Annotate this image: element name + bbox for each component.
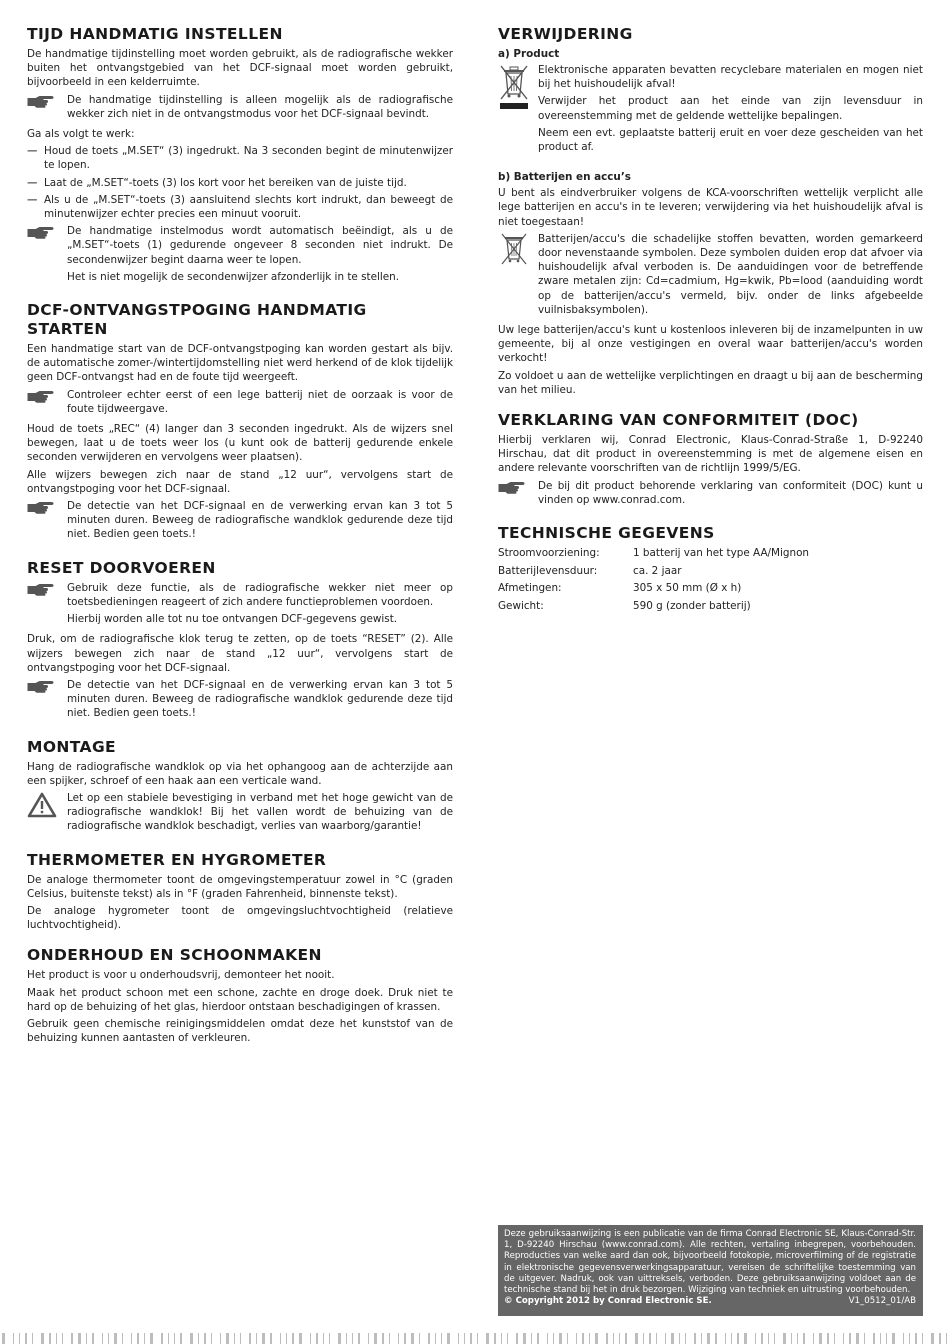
paragraph: Gebruik geen chemische reinigingsmiddelen omdat deze het kunststof van de behuizing kunnen aantasten of verkleuren. (27, 1017, 453, 1045)
spec-label: Afmetingen: (498, 582, 562, 595)
barcode-bar (477, 1333, 478, 1344)
barcode-bar (204, 1333, 206, 1344)
barcode-bar (813, 1333, 814, 1344)
note-text: Verwijder het product aan het einde van zijn levensduur in overeenstemming met de geldende wettelijke bepalingen. (538, 95, 923, 122)
pointing-hand-icon (27, 678, 67, 724)
barcode-bar (150, 1333, 153, 1344)
barcode-bar (606, 1333, 608, 1344)
barcode-bar (625, 1333, 627, 1344)
paragraph: Houd de toets „REC“ (4) langer dan 3 seconden ingedrukt. Als de wijzers snel bewegen, laat u de toets weer los (u kunt ook de batterij gedurende enkele seconden verwijderen en vervolgens weer plaatsen). (27, 423, 453, 464)
barcode-bar (671, 1333, 674, 1344)
barcode-bar (903, 1333, 904, 1344)
paragraph: Het product is voor u onderhoudsvrij, demonteer het nooit. (27, 969, 335, 982)
note-text: De handmatige instelmodus wordt automatisch beëindigt, als u de „M.SET“-toets (1) gedurende ongeveer 8 seconden niet indrukt. De secondenwijzer begint daarna weer te lopen. (67, 225, 453, 266)
barcode-bar (685, 1333, 686, 1344)
barcode-bar (909, 1333, 910, 1344)
note (27, 678, 453, 724)
barcode-bar (643, 1333, 644, 1344)
right-column (498, 25, 923, 627)
spec-label: Gewicht: (498, 600, 544, 613)
barcode-bar (946, 1333, 947, 1344)
barcode-bar (701, 1333, 702, 1344)
barcode-bar (389, 1333, 390, 1344)
note (27, 581, 453, 630)
barcode-bar (25, 1333, 27, 1344)
barcode-bar (352, 1333, 353, 1344)
barcode-bar (553, 1333, 554, 1344)
barcode-bar (220, 1333, 221, 1344)
pointing-hand-icon (27, 499, 67, 545)
barcode-bar (144, 1333, 145, 1344)
note-text: De detectie van het DCF-signaal en de verwerking ervan kan 3 tot 5 minuten duren. Beweeg de radiografische wandklok gedurende deze tijd niet. Bedien geen toets.! (67, 500, 453, 541)
barcode-bar (931, 1333, 934, 1344)
barcode-bar (582, 1333, 584, 1344)
section-title: VERWIJDERING (498, 25, 633, 43)
section-tijd (27, 25, 453, 287)
barcode-bar (523, 1333, 526, 1344)
barcode-bar (827, 1333, 829, 1344)
note (27, 499, 453, 545)
barcode-bar (299, 1333, 302, 1344)
barcode-bar (262, 1333, 265, 1344)
barcode-bar (665, 1333, 666, 1344)
barcode-bar (292, 1333, 294, 1344)
spec-row (498, 581, 923, 595)
barcode-bar (198, 1333, 199, 1344)
barcode-bar (731, 1333, 732, 1344)
paragraph: Maak het product schoon met een schone, zachte en droge doek. Druk niet te hard op de behuizing of het glas, hierdoor ontstaan beschadigingen of krassen. (27, 986, 453, 1013)
barcode-bar (404, 1333, 406, 1344)
note-text: Het is niet mogelijk de secondenwijzer afzonderlijk in te stellen. (67, 270, 400, 283)
barcode-bar (797, 1333, 798, 1344)
barcode-bar (880, 1333, 881, 1344)
warning-text: Let op een stabiele bevestiging in verband met het hoge gewicht van de radiografische wandklok! Bij het vallen wordt de behuizing van de radiografische wandklok beschadigt, verlies van waarborg/garantie! (67, 791, 453, 833)
spec-row (498, 564, 923, 578)
barcode-bar (168, 1333, 169, 1344)
barcode-bar (329, 1333, 330, 1344)
subsection-title: b) Batterijen en accu’s (498, 171, 631, 184)
barcode-bar (486, 1333, 489, 1344)
barcode-bar (755, 1333, 756, 1344)
paragraph: Hang de radiografische wandklok op via het ophangoog aan de achterzijde aan een spijker, schroef of een haak aan een verticale wand. (27, 760, 453, 787)
barcode-bar (435, 1333, 436, 1344)
barcode-bar (240, 1333, 241, 1344)
section-doc (498, 411, 923, 510)
barcode-bar (71, 1333, 73, 1344)
barcode-bar (834, 1333, 835, 1344)
warning-note (27, 791, 453, 837)
barcode-bar (2, 1333, 5, 1344)
left-column (27, 25, 453, 1059)
barcode-bar (873, 1333, 875, 1344)
pointing-hand-icon (27, 388, 67, 419)
barcode-bar (464, 1333, 465, 1344)
list-item (27, 144, 453, 172)
warning-triangle-icon (27, 791, 67, 837)
note-text: De bij dit product behorende verklaring van conformiteit (DOC) kunt u vinden op www.conrad.com. (538, 479, 923, 506)
barcode-bar (19, 1333, 20, 1344)
barcode-bar (211, 1333, 212, 1344)
barcode-bar (108, 1333, 109, 1344)
paragraph: Druk, om de radiografische klok terug te zetten, op de toets “RESET” (2). Alle wijzers bewegen zich naar de stand „12 uur“, vervolgens start de ontvangstpoging voor het DCF-signaal. (27, 633, 453, 674)
barcode-bar (428, 1333, 430, 1344)
section-onderhoud (27, 946, 453, 1045)
barcode-bar (49, 1333, 51, 1344)
note-text: Neem een evt. geplaatste batterij eruit en voer deze gescheiden van het product af. (538, 126, 923, 154)
barcode-bar (507, 1333, 508, 1344)
barcode-bar (856, 1333, 859, 1344)
barcode-bar (161, 1333, 163, 1344)
barcode-bar (310, 1333, 311, 1344)
section-title: MONTAGE (27, 737, 117, 756)
paragraph: De analoge thermometer toont de omgevingstemperatuur zowel in °C (graden Celsius, buitenste tekst) als in °F (graden Fahrenheid, binnenste tekst). (27, 873, 453, 900)
barcode-bar (803, 1333, 805, 1344)
barcode-bar (768, 1333, 769, 1344)
barcode-bar (249, 1333, 251, 1344)
barcode-bar (174, 1333, 175, 1344)
note (27, 93, 453, 124)
list-item-text: Laat de „M.SET“-toets (3) los kort voor het bereiken van de juiste tijd. (44, 176, 407, 189)
battery-bin-icon (498, 232, 538, 320)
section-title: THERMOMETER EN HYGROMETER (27, 850, 327, 869)
barcode-bar (915, 1333, 917, 1344)
barcode-bar (13, 1333, 14, 1344)
list-item-text: Houd de toets „M.SET“ (3) ingedrukt. Na 3 seconden begint de minutenwijzer te lopen. (44, 145, 453, 172)
barcode-bar (516, 1333, 518, 1344)
crossed-bin-icon (498, 63, 538, 157)
barcode-bar (190, 1333, 193, 1344)
barcode-bar (531, 1333, 532, 1344)
barcode-bar (441, 1333, 442, 1344)
dash-marker: — (27, 176, 38, 189)
note-text: Controleer echter eerst of een lege batterij niet de oorzaak is voor de foute tijdweergave. (67, 388, 453, 415)
barcode-bar (382, 1333, 384, 1344)
barcode-bar (323, 1333, 324, 1344)
barcode-bar (374, 1333, 377, 1344)
barcode-bar (819, 1333, 822, 1344)
barcode-bar (280, 1333, 281, 1344)
barcode-bar (589, 1333, 590, 1344)
subsection-title: a) Product (498, 48, 560, 60)
section-title: DCF-ONTVANGSTPOGING HANDMATIG STARTEN (27, 301, 367, 339)
paragraph: De analoge hygrometer toont de omgevingsluchtvochtigheid (relatieve luchtvochtigheid). (27, 904, 453, 932)
barcode-bar (843, 1333, 844, 1344)
barcode-bar (458, 1333, 459, 1344)
barcode-bar (547, 1333, 548, 1344)
barcode-bar (32, 1333, 33, 1344)
note-text: Hierbij worden alle tot nu toe ontvangen DCF-gegevens gewist. (67, 613, 398, 626)
barcode-bar (744, 1333, 747, 1344)
barcode-bar (737, 1333, 739, 1344)
barcode-bar (849, 1333, 851, 1344)
section-reset (27, 559, 453, 724)
barcode-bar (494, 1333, 496, 1344)
note (498, 479, 923, 510)
barcode-bar (419, 1333, 420, 1344)
barcode-bar (567, 1333, 568, 1344)
paragraph: Zo voldoet u aan de wettelijke verplichtingen en draagt u bij aan de bescherming van het milieu. (498, 369, 923, 396)
barcode-bar (226, 1333, 229, 1344)
barcode-bar (368, 1333, 369, 1344)
paragraph: Hierbij verklaren wij, Conrad Electronic, Klaus-Conrad-Straße 1, D-92240 Hirschau, dat dit product in overeenstemming is met de algemene eisen en andere relevante voorschriften van de richtlijn 1999/5/EG. (498, 434, 923, 475)
note (27, 224, 453, 287)
barcode-bar (114, 1333, 117, 1344)
barcode-bar (864, 1333, 865, 1344)
copyright-footer (498, 1225, 923, 1316)
pointing-hand-icon (27, 581, 67, 630)
barcode-bar (447, 1333, 450, 1344)
section-technische-gegevens (498, 524, 923, 613)
note-text: Gebruik deze functie, als de radiografische wekker niet meer op toetsbedieningen reageert of zich andere functieproblemen voordoen. (67, 581, 453, 608)
barcode-bar (316, 1333, 318, 1344)
barcode-bar (939, 1333, 941, 1344)
section-verwijdering (498, 25, 923, 397)
barcode-bar (537, 1333, 539, 1344)
barcode-bar (180, 1333, 182, 1344)
barcode-bar (470, 1333, 472, 1344)
barcode-bar (559, 1333, 562, 1344)
barcode-bar (694, 1333, 696, 1344)
spec-value: ca. 2 jaar (633, 564, 682, 577)
barcode-bar (78, 1333, 81, 1344)
spec-label: Batterijlevensduur: (498, 564, 598, 577)
barcode-bar (649, 1333, 651, 1344)
barcode-bar (725, 1333, 726, 1344)
note-text: Elektronische apparaten bevatten recyclebare materialen en mogen niet bij het huishoudelijk afval! (538, 64, 923, 91)
note (498, 232, 923, 320)
spec-value: 590 g (zonder batterij) (633, 600, 751, 613)
barcode-bar (619, 1333, 620, 1344)
barcode-bar (102, 1333, 103, 1344)
barcode-bar (122, 1333, 123, 1344)
barcode-bar (256, 1333, 257, 1344)
barcode-bar (234, 1333, 235, 1344)
paragraph: Alle wijzers bewegen zich naar de stand „12 uur“, vervolgens start de ontvangstpoging voor het DCF-signaal. (27, 468, 453, 495)
paragraph: Uw lege batterijen/accu's kunt u kostenloos inleveren bij de inzamelpunten in uw gemeente, bij al onze vestigingen en overal waar batterijen/accu's worden verkocht! (498, 324, 923, 365)
section-title: VERKLARING VAN CONFORMITEIT (DOC) (498, 411, 859, 430)
print-barcode-strip (0, 1333, 950, 1344)
barcode-bar (137, 1333, 139, 1344)
paragraph: Ga als volgt te werk: (27, 128, 135, 141)
barcode-bar (886, 1333, 887, 1344)
copyright-text: © Copyright 2012 by Conrad Electronic SE. (504, 1296, 712, 1307)
barcode-bar (707, 1333, 710, 1344)
note-text: De handmatige tijdinstelling is alleen mogelijk als de radiografische wekker zich niet in de ontvangstmodus voor het DCF-signaal bevindt. (67, 93, 453, 120)
section-title: TECHNISCHE GEGEVENS (498, 524, 715, 543)
paragraph: U bent als eindverbruiker volgens de KCA-voorschriften wettelijk verplicht alle lege batterijen en accu's in te leveren; verwijdering via het huishoudelijk afval is niet toegestaan! (498, 187, 923, 228)
barcode-bar (501, 1333, 502, 1344)
barcode-bar (56, 1333, 57, 1344)
barcode-bar (595, 1333, 598, 1344)
list-item-text: Als u de „M.SET“-toets (3) aansluitend slechts kort indrukt, dan beweegt de minutenwijzer echter precies een minuut vooruit. (44, 193, 453, 221)
barcode-bar (41, 1333, 44, 1344)
barcode-bar (411, 1333, 414, 1344)
barcode-bar (635, 1333, 638, 1344)
spec-value: 305 x 50 mm (Ø x h) (633, 582, 742, 595)
spec-value: 1 batterij van het type AA/Mignon (633, 547, 810, 560)
dash-marker: — (27, 145, 38, 158)
barcode-bar (774, 1333, 775, 1344)
barcode-bar (86, 1333, 87, 1344)
pointing-hand-icon (27, 224, 67, 287)
barcode-bar (270, 1333, 272, 1344)
section-dcf (27, 301, 453, 545)
barcode-bar (791, 1333, 792, 1344)
dash-marker: — (27, 193, 38, 206)
section-montage (27, 738, 453, 837)
barcode-bar (92, 1333, 94, 1344)
spec-label: Stroomvoorziening: (498, 547, 600, 560)
barcode-bar (892, 1333, 895, 1344)
spec-row (498, 599, 923, 613)
barcode-bar (576, 1333, 577, 1344)
barcode-bar (761, 1333, 763, 1344)
paragraph: De handmatige tijdinstelling moet worden gebruikt, als de radiografische wekker buiten het ontvangstgebied van het DCF-signaal moet worden gebruikt, bijvoorbeeld in een kelderruimte. (27, 48, 453, 89)
barcode-bar (783, 1333, 786, 1344)
section-title: ONDERHOUD EN SCHOONMAKEN (27, 946, 322, 965)
barcode-bar (922, 1333, 923, 1344)
note-text: Batterijen/accu's die schadelijke stoffen bevatten, worden gemarkeerd door nevenstaande symbolen. Deze symbolen duiden erop dat afvoer via huishoudelijk afval verboden is. De aanduidingen voor de betreffende zware metalen zijn: Cd=cadmium, Hg=kwik, Pb=lood (aanduiding wordt op de batterijen/accu's vermeld, bijv. onder de links afgebeelde vuilnisbaksymbolen). (538, 232, 923, 316)
pointing-hand-icon (498, 479, 538, 510)
barcode-bar (338, 1333, 341, 1344)
note (27, 388, 453, 419)
spec-row (498, 546, 923, 560)
section-thermometer (27, 851, 453, 933)
barcode-bar (131, 1333, 132, 1344)
barcode-bar (679, 1333, 680, 1344)
barcode-bar (656, 1333, 657, 1344)
section-title: TIJD HANDMATIG INSTELLEN (27, 25, 283, 43)
list-item (27, 176, 453, 190)
barcode-bar (398, 1333, 399, 1344)
barcode-bar (715, 1333, 717, 1344)
footer-text: Deze gebruiksaanwijzing is een publicatie van de firma Conrad Electronic SE, Klaus-Conrad-Str. 1, D-92240 Hirschau (www.conrad.com). Alle rechten, vertaling inbegrepen, voorbehouden. Reproducties van welke aard dan ook, bijvoorbeeld fotokopie, microverfilming of de registratie in elektronische gegevensverwerkingsapparatuur, vereisen de schriftelijke toestemming van de uitgever. Nadruk, ook van uittreksels, verboden. Deze gebruiksaanwijzing voldoet aan de technische stand bij het in druk bezorgen. Wijziging van techniek en uitrusting voorbehouden. (504, 1229, 916, 1296)
barcode-bar (613, 1333, 614, 1344)
barcode-bar (358, 1333, 360, 1344)
paragraph: Een handmatige start van de DCF-ontvangstpoging kan worden gestart als bijv. de automatische zomer-/wintertijdomstelling niet werd herkend of de klok tijdelijk geen DCF-ontvangst had en de foute tijd weergeeft. (27, 343, 453, 384)
note (498, 63, 923, 157)
version-code: V1_0512_01/AB (848, 1296, 916, 1307)
barcode-bar (62, 1333, 63, 1344)
barcode-bar (346, 1333, 347, 1344)
list-item (27, 193, 453, 221)
note-text: De detectie van het DCF-signaal en de verwerking ervan kan 3 tot 5 minuten duren. Beweeg de radiografische wandklok gedurende deze tijd niet. Bedien geen toets.! (67, 678, 453, 720)
pointing-hand-icon (27, 93, 67, 124)
section-title: RESET DOORVOEREN (27, 558, 216, 577)
footer-last-line (504, 1296, 916, 1307)
barcode-bar (286, 1333, 287, 1344)
